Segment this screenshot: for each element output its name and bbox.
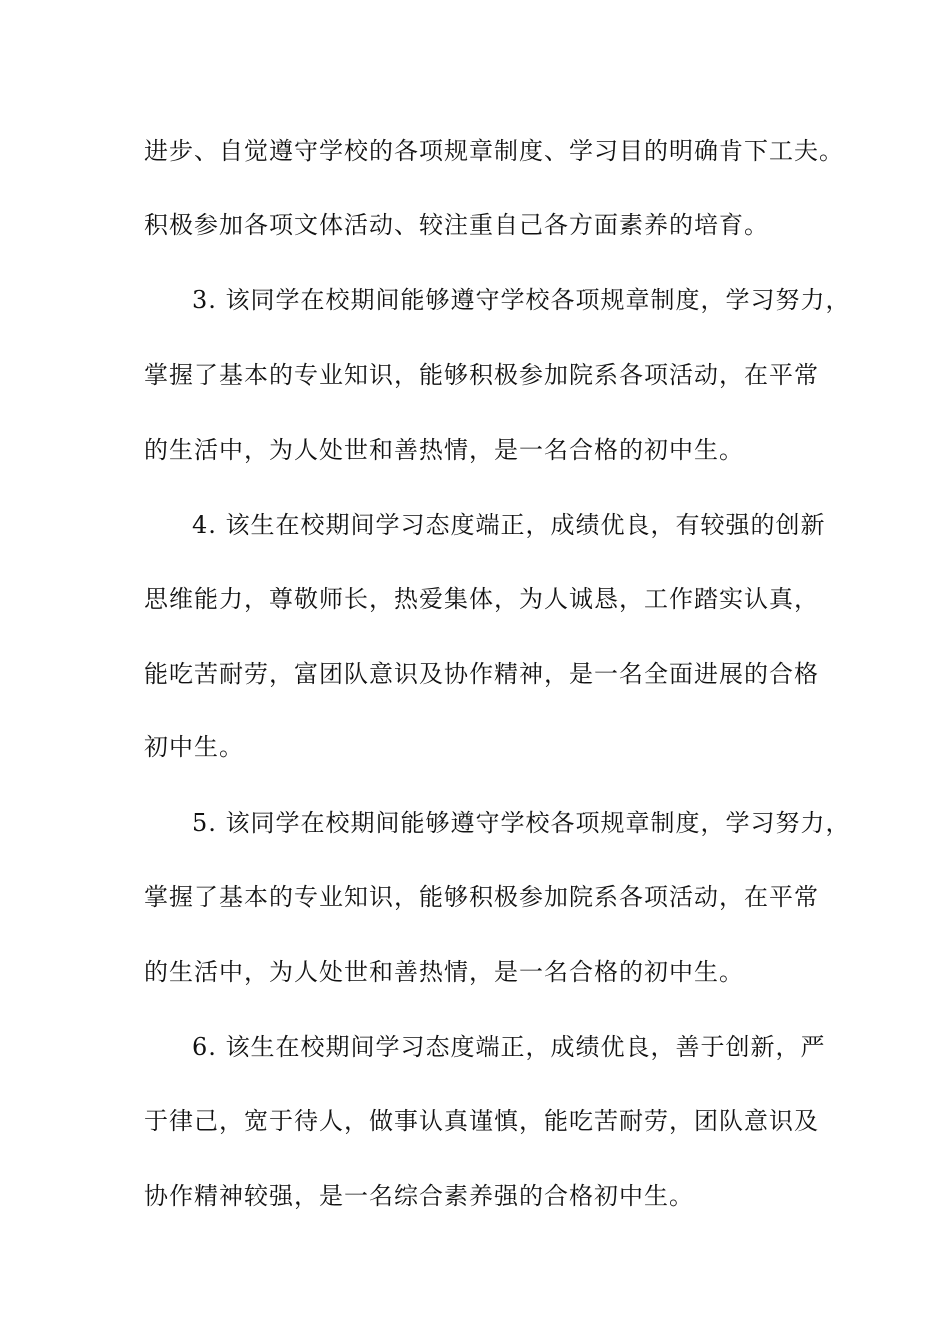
paragraph-4-start: 4. 该生在校期间学习态度端正，成绩优良，有较强的创新 — [192, 511, 826, 539]
text-line: 积极参加各项文体活动、较注重自己各方面素养的培育。 — [144, 211, 769, 239]
text-line: 的生活中，为人处世和善热情，是一名合格的初中生。 — [144, 958, 744, 986]
text-line: 的生活中，为人处世和善热情，是一名合格的初中生。 — [144, 436, 744, 464]
text-line: 掌握了基本的专业知识，能够积极参加院系各项活动，在平常 — [144, 883, 819, 911]
paragraph-5-start: 5. 该同学在校期间能够遵守学校各项规章制度，学习努力， — [192, 809, 851, 837]
text-line: 协作精神较强，是一名综合素养强的合格初中生。 — [144, 1182, 694, 1210]
text-line: 能吃苦耐劳，富团队意识及协作精神，是一名全面进展的合格 — [144, 660, 819, 688]
text-line: 思维能力，尊敬师长，热爱集体，为人诚恳，工作踏实认真， — [144, 585, 819, 613]
text-line: 于律己，宽于待人，做事认真谨慎，能吃苦耐劳，团队意识及 — [144, 1107, 819, 1135]
paragraph-3-start: 3. 该同学在校期间能够遵守学校各项规章制度，学习努力， — [192, 286, 851, 314]
text-line: 进步、自觉遵守学校的各项规章制度、学习目的明确肯下工夫。 — [144, 137, 844, 165]
text-line: 初中生。 — [144, 733, 244, 761]
paragraph-6-start: 6. 该生在校期间学习态度端正，成绩优良，善于创新，严 — [192, 1033, 826, 1061]
text-line: 掌握了基本的专业知识，能够积极参加院系各项活动，在平常 — [144, 361, 819, 389]
